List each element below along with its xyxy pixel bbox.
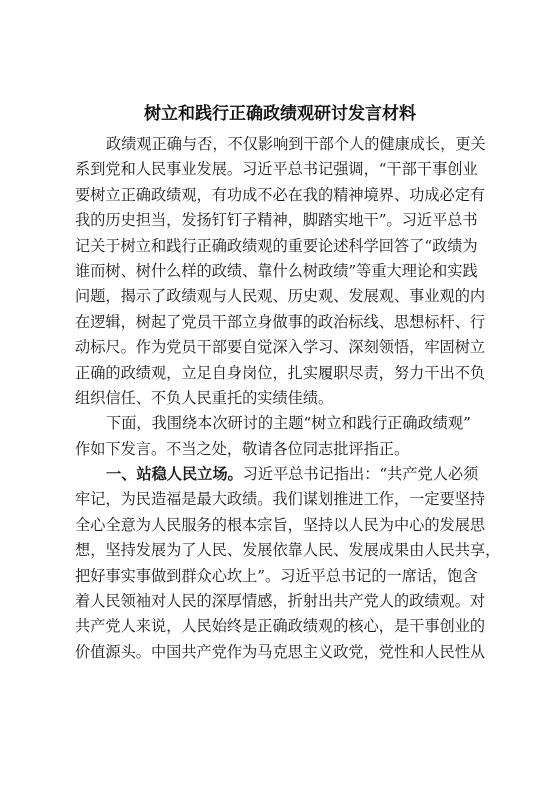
text-line: 作如下发言。不当之处，敬请各位同志批评指正。: [75, 439, 410, 458]
text-line: 下面，我围绕本次研讨的主题“树立和践行正确政绩观”: [106, 414, 471, 433]
section-heading: 一、站稳人民立场。: [106, 465, 243, 484]
text-line: 全心全意为人民服务的根本宗旨，坚持以人民为中心的发展思: [75, 515, 486, 534]
text-line: 政绩观正确与否，不仅影响到干部个人的健康成长，更关: [106, 135, 486, 153]
text-line: 牢记，为民造福是最大政绩。我们谋划推进工作，一定要坚持: [75, 490, 486, 509]
section-first-line-text: 习近平总书记指出：“共产党人必须: [242, 465, 479, 484]
text-line: 我的历史担当，发扬钉钉子精神，脚踏实地干”。习近平总书: [75, 211, 478, 230]
text-line: 把好事实事做到群众心坎上”。习近平总书记的一席话，饱含: [75, 566, 478, 585]
text-line: 记关于树立和践行正确政绩观的重要论述科学回答了“政绩为: [75, 236, 478, 255]
text-line: 问题，揭示了政绩观与人民观、历史观、发展观、事业观的内: [75, 287, 486, 306]
text-line: 组织信任、不负人民重托的实绩佳绩。: [75, 388, 334, 407]
text-line: 共产党人来说，人民始终是正确政绩观的核心，是干事创业的: [75, 617, 486, 636]
text-line: 想，坚持发展为了人民、发展依靠人民、发展成果由人民共享，: [75, 541, 501, 560]
section-people-stance: [75, 462, 501, 665]
text-line: 价值源头。中国共产党作为马克思主义政党，党性和人民性从: [75, 642, 486, 661]
text-line: 在逻辑，树起了党员干部立身做事的政治标线、思想标杆、行: [75, 312, 486, 331]
text-line: 动标尺。作为党员干部要自觉深入学习、深刻领悟，牢固树立: [75, 338, 486, 357]
paragraph-preface: [75, 411, 495, 462]
document-body: [75, 132, 501, 665]
document-title: 树立和践行正确政绩观研讨发言材料: [144, 104, 416, 124]
paragraph-intro: [75, 132, 495, 411]
text-line: 系到党和人民事业发展。习近平总书记强调，“干部干事创业: [75, 160, 478, 179]
text-line: 谁而树、树什么样的政绩、靠什么树政绩”等重大理论和实践: [75, 261, 478, 280]
section-first-line: [75, 462, 495, 487]
text-line: 要树立正确政绩观，有功成不必在我的精神境界、功成必定有: [75, 185, 486, 204]
text-line: 着人民领袖对人民的深厚情感，折射出共产党人的政绩观。对: [75, 592, 486, 611]
text-line: 正确的政绩观，立足自身岗位，扎实履职尽责，努力干出不负: [75, 363, 486, 382]
